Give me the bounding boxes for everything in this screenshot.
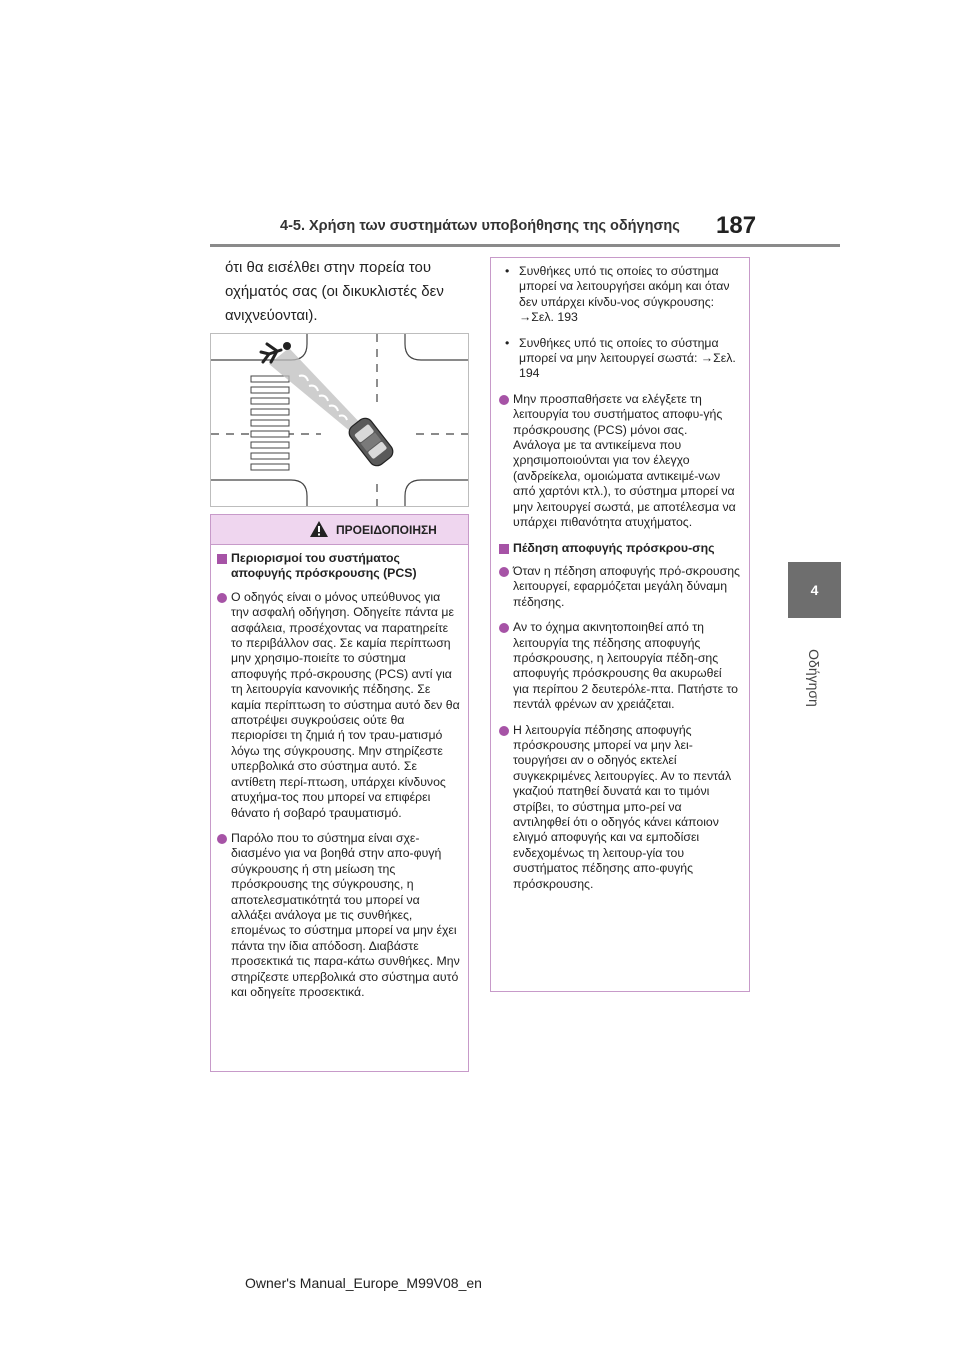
warning-bullet	[217, 590, 460, 821]
road-corner-top-right	[405, 334, 468, 360]
braking-bullet	[499, 723, 741, 892]
round-bullet-icon	[499, 395, 509, 405]
round-bullet-icon	[499, 567, 509, 577]
road-corner-bottom-right	[405, 480, 468, 506]
page-number: 187	[716, 212, 757, 239]
warning-title: ΠΡΟΕΙΔΟΠΟΙΗΣΗ	[336, 523, 437, 537]
document-footer: Owner's Manual_Europe_M99V08_en	[245, 1275, 482, 1291]
warning-bullet-text: Ο οδηγός είναι ο μόνος υπεύθυνος για την ασφαλή οδήγηση. Οδηγείτε πάντα με ασφάλεια, προσέχοντας να παρατηρείτε το περιβάλλον σας. Σε καμία περίπτωση μην χρησιμο-ποιείτε το σύστημα αποφυγής πρό-σκρουσης (PCS) αντί για τη λειτουργία κανονικής πέδησης. Σε καμία περίπτωση το σύστημα αυτό δεν θα αποτρέψει συγκρούσεις ούτε θα περιορίσει τη ζημιά ή τον τραυ-ματισμό λόγω της σύγκρουσης. Μην στηρίζεστε υπερβολικά στο σύστημα αυτό. Σε αντίθετη περί-πτωση, υπάρχει κίνδυνος ατυχήμα-τος που μπορεί να επιφέρει θάνατο ή σοβαρό τραυματισμό.	[231, 589, 460, 820]
warning-body	[211, 545, 468, 1000]
warning-box	[210, 514, 469, 1072]
section-header-title: 4-5. Χρήση των συστημάτων υποβοήθησης της οδήγησης	[280, 218, 680, 234]
braking-bullet-text: Αν το όχημα ακινητοποιηθεί από τη λειτουργία της πέδησης αποφυγής πρόσκρουσης, η λειτουργία πέδη-σης αποφυγής πρόσκρουσης θα ακυρωθεί για περίπου 2 δευτερόλε-πτα. Πατήστε το πεντάλ φρένων αν χρειάζεται.	[513, 620, 739, 712]
test-warning-bullet	[499, 392, 741, 531]
warning-section-heading-text: Περιορισμοί του συστήματος αποφυγής πρόσκρουσης (PCS)	[231, 551, 417, 581]
chapter-label	[786, 640, 842, 716]
condition-list-item	[499, 336, 741, 382]
chapter-number-tab: 4	[788, 562, 841, 618]
square-bullet-icon	[499, 544, 509, 554]
round-bullet-icon	[499, 623, 509, 633]
warning-bullet	[217, 831, 460, 1000]
warning-section-heading	[217, 551, 460, 582]
right-column-box	[490, 257, 750, 992]
square-bullet-icon	[217, 554, 227, 564]
braking-section-heading-text: Πέδηση αποφυγής πρόσκρου-σης	[513, 540, 715, 555]
pcs-illustration	[210, 333, 469, 507]
chapter-label-text: Οδήγηση	[806, 649, 822, 707]
braking-bullet	[499, 564, 741, 610]
road-corner-bottom-left	[211, 480, 307, 506]
condition-text: Συνθήκες υπό τις οποίες το σύστημα μπορεί να μην λειτουργεί σωστά: →Σελ. 194	[519, 335, 736, 381]
round-bullet-icon	[217, 834, 227, 844]
warning-bullet-text: Παρόλο που το σύστημα είναι σχε-διασμένο για να βοηθά στην απο-φυγή σύγκρουσης ή στη μείωση της πρόσκρουσης της σύγκρουσης, η αποτελεσματικότητά του μπορεί να αλλάξει ανάλογα με τις συνθήκες, επομένως το σύστημα μπορεί να μην έχει πάντα την ίδια απόδοση. Διαβάστε προσεκτικά τις παρα-κάτω συνθήκες. Μην στηρίζεστε υπερβολικά στο σύστημα αυτό και οδηγείτε προσεκτικά.	[231, 830, 460, 999]
small-bullet-icon: •	[505, 335, 510, 350]
intersection-diagram	[211, 334, 468, 506]
warning-header	[211, 515, 468, 545]
braking-bullet-text: Όταν η πέδηση αποφυγής πρό-σκρουσης λειτουργεί, εφαρμόζεται μεγάλη δύναμη πέδησης.	[513, 563, 740, 609]
crosswalk	[251, 376, 289, 470]
braking-bullet-text: Η λειτουργία πέδησης αποφυγής πρόσκρουσης μπορεί να μην λει-τουργήσει αν ο οδηγός εκτελεί συγκεκριμένες λειτουργίες. Αν το πεντάλ γκαζιού πατηθεί δυνατά και το τιμόνι στρίβει, το σύστημα μπο-ρεί να αντιληφθεί ότι ο οδηγός κάνει κάποιον ελιγμό αποφυγής και να εμποδίσει ενδεχομένως τη λειτουρ-γία του συστήματος πέδησης απο-φυγής πρόσκρουσης.	[513, 722, 732, 891]
test-warning-text: Μην προσπαθήσετε να ελέγξετε τη λειτουργία του συστήματος αποφυ-γής πρόσκρουσης (PCS) μόνοι σας. Ανάλογα με τα αντικείμενα που χρησιμοποιούνται για τον έλεγχο (ανδρείκελα, ομοιώματα αντικειμέ-νων από χαρτόνι κτλ.), το σύστημα μπορεί να μην λειτουργεί σωστά, με αποτέλεσμα να υπάρχει πιθανότητα ατυχήματος.	[513, 391, 736, 530]
condition-list-item	[499, 264, 741, 326]
small-bullet-icon: •	[505, 264, 510, 278]
braking-section-heading	[499, 541, 741, 556]
header-divider	[210, 244, 840, 247]
intro-paragraph: ότι θα εισέλθει στην πορεία του οχήματός σας (οι δικυκλιστές δεν ανιχνεύονται).	[225, 259, 444, 324]
condition-text: Συνθήκες υπό τις οποίες το σύστημα μπορεί να λειτουργήσει ακόμη και όταν δεν υπάρχει κίνδυ-νος σύγκρουσης: →Σελ. 193	[519, 264, 730, 325]
round-bullet-icon	[217, 593, 227, 603]
round-bullet-icon	[499, 726, 509, 736]
warning-triangle-icon	[309, 520, 329, 538]
braking-bullet	[499, 620, 741, 712]
